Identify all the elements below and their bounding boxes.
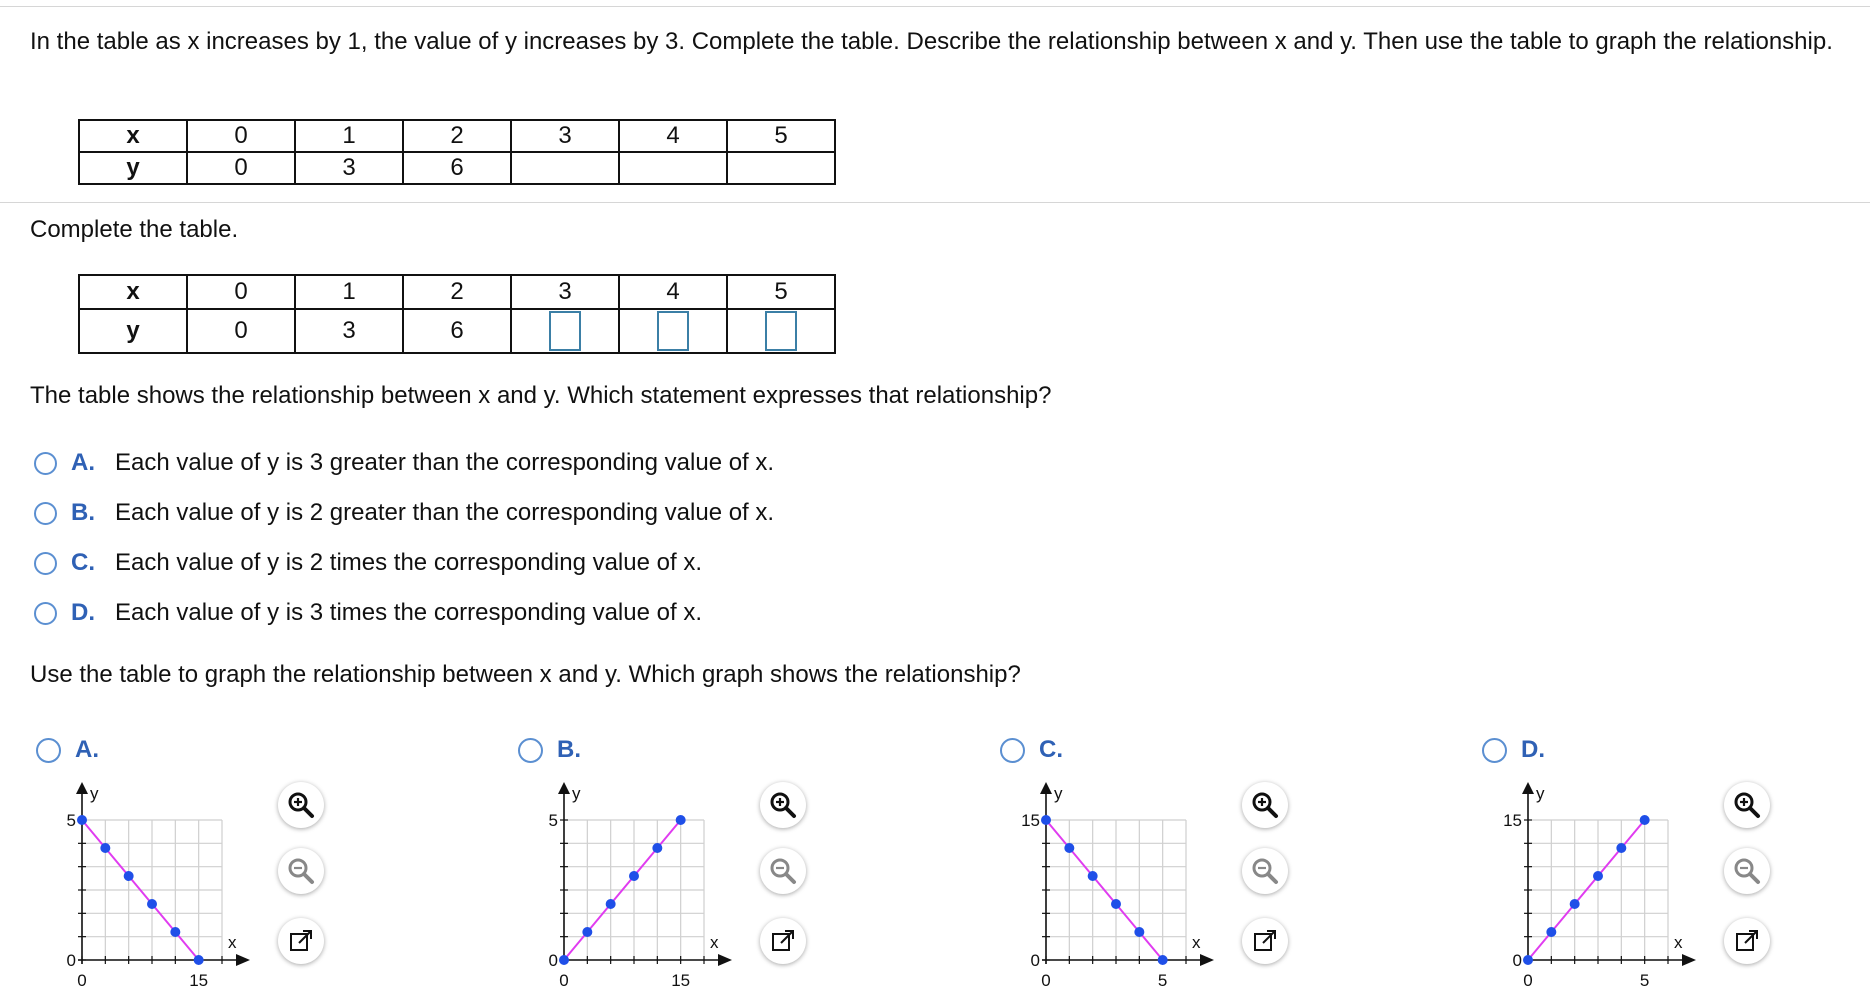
zoom-in-button[interactable] (1242, 782, 1288, 828)
popout-icon (1733, 927, 1761, 955)
y-cell: 6 (403, 152, 511, 184)
y-tick-label: 15 (1503, 811, 1522, 830)
x-cell: 2 (403, 275, 511, 309)
x-axis-label: x (1674, 933, 1683, 952)
given-table (78, 119, 836, 185)
radio-b[interactable] (34, 502, 57, 525)
x-axis-arrow (1200, 954, 1214, 966)
data-point (170, 927, 180, 937)
zoom-out-button[interactable] (1242, 848, 1288, 894)
y-cell: 0 (187, 309, 295, 353)
radio-graph-d[interactable] (1482, 738, 1507, 763)
data-point (1593, 871, 1603, 881)
zoom-in-button[interactable] (760, 782, 806, 828)
graph-question: Use the table to graph the relationship between x and y. Which graph shows the relationship? (30, 661, 1021, 688)
x-cell: 0 (187, 275, 295, 309)
x-cell: 1 (295, 120, 403, 152)
y-axis-arrow (1522, 782, 1534, 794)
y-axis-label: y (572, 784, 581, 803)
zoom-out-button[interactable] (1724, 848, 1770, 894)
x-axis-arrow (718, 954, 732, 966)
option-b[interactable] (34, 496, 774, 530)
data-point (1640, 815, 1650, 825)
option-text: Each value of y is 2 times the corresponding value of x. (115, 549, 702, 576)
radio-graph-c[interactable] (1000, 738, 1025, 763)
data-point (652, 843, 662, 853)
y-tick-label: 15 (1021, 811, 1040, 830)
x-cell: 0 (187, 120, 295, 152)
graph-c (1006, 780, 1252, 990)
data-point (77, 815, 87, 825)
x-tick-label: 0 (1523, 971, 1533, 990)
radio-d[interactable] (34, 602, 57, 625)
zoom-out-icon (768, 856, 798, 886)
radio-graph-a[interactable] (36, 738, 61, 763)
answer-input-x3[interactable] (549, 311, 581, 351)
x-tick-label: 0 (1041, 971, 1051, 990)
y-axis-label: y (1536, 784, 1545, 803)
data-point (1111, 899, 1121, 909)
zoom-in-icon (1732, 790, 1762, 820)
y-tick-label: 0 (66, 951, 76, 970)
option-letter: A. (71, 449, 95, 476)
x-tick-label: 5 (1157, 971, 1168, 990)
x-cell: 5 (727, 275, 835, 309)
zoom-out-button[interactable] (760, 848, 806, 894)
zoom-in-icon (1250, 790, 1280, 820)
graph-option-c[interactable] (1000, 736, 1063, 764)
graph-letter: A. (75, 736, 99, 763)
y-axis-label: y (1054, 784, 1063, 803)
y-cell: 0 (187, 152, 295, 184)
x-tick-label: 15 (671, 971, 691, 990)
data-point (1616, 843, 1626, 853)
x-axis-label: x (228, 933, 237, 952)
y-cell: 3 (295, 152, 403, 184)
data-point (1523, 955, 1533, 965)
data-point (1088, 871, 1098, 881)
data-point (194, 955, 204, 965)
zoom-in-button[interactable] (278, 782, 324, 828)
data-point (629, 871, 639, 881)
zoom-out-icon (1250, 856, 1280, 886)
graph-option-b[interactable] (518, 736, 581, 764)
zoom-in-button[interactable] (1724, 782, 1770, 828)
data-point (147, 899, 157, 909)
option-c[interactable] (34, 546, 702, 580)
y-tick-label: 0 (1030, 951, 1040, 970)
y-cell: 6 (403, 309, 511, 353)
relationship-question: The table shows the relationship between x and y. Which statement expresses that relationship? (30, 382, 1052, 409)
top-divider (0, 6, 1870, 7)
graph-d (1488, 780, 1734, 990)
y-cell (619, 152, 727, 184)
question-prompt: In the table as x increases by 1, the value of y increases by 3. Complete the table. Describe the relationship between x and y. Then use the table to graph the relationship. (30, 28, 1833, 55)
option-letter: D. (71, 599, 95, 626)
y-header: y (79, 309, 187, 353)
x-tick-label: 15 (189, 971, 209, 990)
y-tick-label: 0 (1512, 951, 1522, 970)
y-cell (727, 152, 835, 184)
y-axis-arrow (1040, 782, 1052, 794)
y-tick-label: 5 (66, 811, 76, 830)
x-axis-arrow (236, 954, 250, 966)
x-axis-label: x (710, 933, 719, 952)
x-cell: 3 (511, 120, 619, 152)
option-a[interactable] (34, 446, 774, 480)
data-point (1158, 955, 1168, 965)
y-axis-arrow (76, 782, 88, 794)
x-cell: 2 (403, 120, 511, 152)
popout-button[interactable] (278, 918, 324, 964)
y-tick-label: 0 (548, 951, 558, 970)
radio-graph-b[interactable] (518, 738, 543, 763)
option-text: Each value of y is 3 times the corresponding value of x. (115, 599, 702, 626)
x-cell: 3 (511, 275, 619, 309)
x-header: x (79, 120, 187, 152)
zoom-in-icon (768, 790, 798, 820)
complete-table-label: Complete the table. (30, 216, 239, 243)
data-point (676, 815, 686, 825)
data-point (124, 871, 134, 881)
zoom-out-icon (286, 856, 316, 886)
y-axis-label: y (90, 784, 99, 803)
zoom-out-button[interactable] (278, 848, 324, 894)
x-cell: 5 (727, 120, 835, 152)
answer-input-x4[interactable] (657, 311, 689, 351)
x-tick-label: 0 (77, 971, 87, 990)
answer-table (78, 274, 836, 354)
data-point (100, 843, 110, 853)
data-point (1041, 815, 1051, 825)
x-tick-label: 5 (1639, 971, 1650, 990)
x-axis-label: x (1192, 933, 1201, 952)
option-text: Each value of y is 3 greater than the corresponding value of x. (115, 449, 775, 476)
x-axis-arrow (1682, 954, 1696, 966)
x-header: x (79, 275, 187, 309)
option-letter: B. (71, 499, 95, 526)
popout-button[interactable] (1724, 918, 1770, 964)
graph-option-a[interactable] (36, 736, 99, 764)
popout-icon (1251, 927, 1279, 955)
radio-a[interactable] (34, 452, 57, 475)
section-divider (0, 202, 1870, 203)
y-cell (511, 152, 619, 184)
zoom-out-icon (1732, 856, 1762, 886)
radio-c[interactable] (34, 552, 57, 575)
y-answer-cell (727, 309, 835, 353)
popout-icon (287, 927, 315, 955)
data-point (582, 927, 592, 937)
zoom-in-icon (286, 790, 316, 820)
popout-button[interactable] (760, 918, 806, 964)
graph-letter: B. (557, 736, 581, 763)
y-cell: 3 (295, 309, 403, 353)
option-text: Each value of y is 2 greater than the corresponding value of x. (115, 499, 775, 526)
y-axis-arrow (558, 782, 570, 794)
data-point (559, 955, 569, 965)
graph-a (60, 780, 270, 990)
data-point (1064, 843, 1074, 853)
popout-icon (769, 927, 797, 955)
option-letter: C. (71, 549, 95, 576)
data-point (1134, 927, 1144, 937)
y-answer-cell (619, 309, 727, 353)
graph-option-d[interactable] (1482, 736, 1545, 764)
graph-b (542, 780, 752, 990)
x-cell: 4 (619, 275, 727, 309)
y-header: y (79, 152, 187, 184)
option-d[interactable] (34, 596, 702, 630)
data-point (1570, 899, 1580, 909)
y-tick-label: 5 (548, 811, 558, 830)
graph-letter: C. (1039, 736, 1063, 763)
x-tick-label: 0 (559, 971, 569, 990)
x-cell: 1 (295, 275, 403, 309)
data-point (1546, 927, 1556, 937)
x-cell: 4 (619, 120, 727, 152)
y-answer-cell (511, 309, 619, 353)
answer-input-x5[interactable] (765, 311, 797, 351)
graph-letter: D. (1521, 736, 1545, 763)
data-point (606, 899, 616, 909)
popout-button[interactable] (1242, 918, 1288, 964)
